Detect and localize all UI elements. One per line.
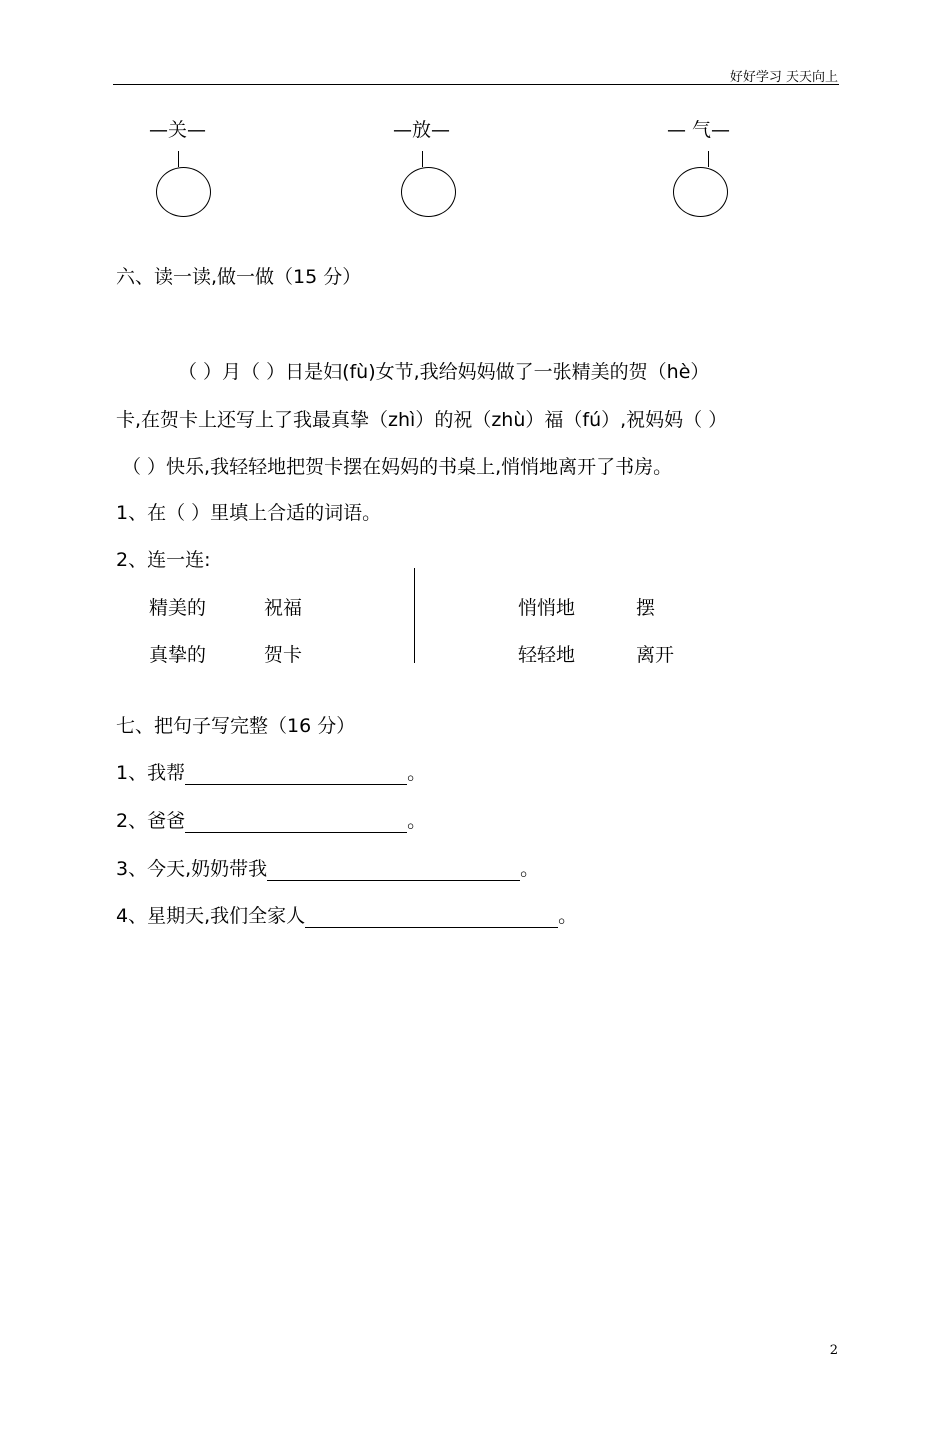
header-rule: [113, 84, 839, 85]
sentence-item-2: [116, 806, 426, 833]
web-stem: [178, 151, 179, 167]
web-stem: [708, 151, 709, 167]
answer-blank[interactable]: [267, 858, 520, 881]
match-left-a-2[interactable]: 真挚的: [149, 644, 207, 666]
passage-line-3: （ ）快乐,我轻轻地把贺卡摆在妈妈的书桌上,悄悄地离开了书房。: [122, 456, 673, 478]
question-2: 2、连一连:: [116, 549, 211, 571]
web-word-qi: — 气—: [667, 119, 731, 141]
web-word-fang: —放—: [393, 119, 451, 141]
match-left-a-1[interactable]: 精美的: [149, 597, 207, 619]
sentence-suffix: 。: [407, 810, 427, 832]
sentence-item-1: [116, 758, 426, 785]
match-right-a-2[interactable]: 轻轻地: [518, 644, 576, 666]
sentence-prefix: 2、爸爸: [116, 810, 186, 832]
sentence-item-3: [116, 854, 539, 881]
answer-blank[interactable]: [185, 810, 407, 833]
section6-title: 六、读一读,做一做（15 分）: [116, 266, 362, 288]
match-right-b-2[interactable]: 离开: [636, 644, 675, 666]
sentence-prefix: 3、今天,奶奶带我: [116, 858, 268, 880]
sentence-prefix: 4、星期天,我们全家人: [116, 905, 306, 927]
match-left-b-2[interactable]: 贺卡: [264, 644, 303, 666]
web-stem: [422, 151, 423, 167]
sentence-suffix: 。: [407, 762, 427, 784]
sentence-suffix: 。: [520, 858, 540, 880]
web-answer-circle[interactable]: [156, 167, 211, 217]
question-1: 1、在（ ）里填上合适的词语。: [116, 502, 382, 524]
match-left-b-1[interactable]: 祝福: [264, 597, 303, 619]
web-answer-circle[interactable]: [401, 167, 456, 217]
section7-title: 七、把句子写完整（16 分）: [116, 715, 356, 737]
match-right-b-1[interactable]: 摆: [636, 597, 656, 619]
web-word-guan: —关—: [149, 119, 207, 141]
sentence-prefix: 1、我帮: [116, 762, 186, 784]
answer-blank[interactable]: [185, 762, 407, 785]
sentence-item-4: [116, 901, 577, 928]
page-number: 2: [829, 1343, 838, 1358]
passage-line-1: （ ）月（ ）日是妇(fù)女节,我给妈妈做了一张精美的贺（hè）: [178, 361, 710, 383]
sentence-suffix: 。: [558, 905, 578, 927]
answer-blank[interactable]: [305, 905, 558, 928]
column-divider: [414, 568, 415, 663]
match-right-a-1[interactable]: 悄悄地: [518, 597, 576, 619]
web-answer-circle[interactable]: [673, 167, 728, 217]
passage-line-2: 卡,在贺卡上还写上了我最真挚（zhì）的祝（zhù）福（fú）,祝妈妈（ ）: [116, 409, 728, 431]
header-motto: 好好学习 天天向上: [729, 70, 838, 85]
